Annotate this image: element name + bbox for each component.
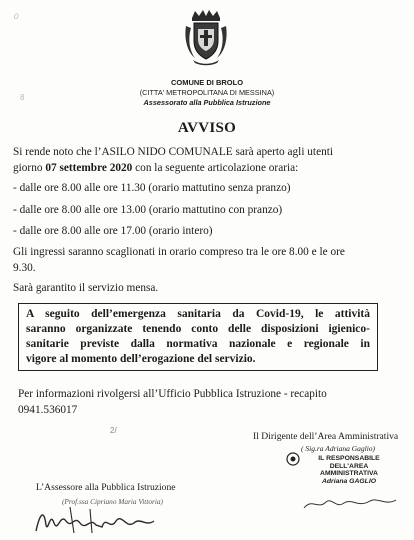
assessore-name: (Prof.ssa Cipriano Maria Vittoria) xyxy=(62,497,163,506)
notice-line-3: sanitarie previste dalla normativa nazionale e regionale in xyxy=(26,338,370,350)
dirigente-name: ( Sig.ra Adriana Gaglio) xyxy=(301,444,376,453)
covid-notice-box xyxy=(18,303,378,371)
notice-line-4: vigore al momento dell’erogazione del servizio. xyxy=(26,353,256,365)
metropolitan-city: (CITTA' METROPOLITANA DI MESSINA) xyxy=(139,88,275,97)
intro-text-end: con la seguente articolazione oraria: xyxy=(132,162,299,174)
stamp-line-4: Adriana GAGLIO xyxy=(321,477,376,485)
department-name: Assessorato alla Pubblica Istruzione xyxy=(143,98,271,107)
pencil-mark-side: 8 xyxy=(20,93,25,102)
assessore-signature xyxy=(30,503,170,535)
notice-line-2: saranno organizzate tenendo conto delle disposizioni igienico- xyxy=(26,323,370,335)
opening-date: 07 settembre 2020 xyxy=(45,162,133,174)
info-phone: 0941.536017 xyxy=(18,404,78,416)
pencil-mark-mid: 2/ xyxy=(110,426,117,435)
municipality-name: COMUNE DI BROLO xyxy=(170,78,244,87)
entrances-line-1: Gli ingressi saranno scaglionati in orario compreso tra le ore 8.00 e le ore xyxy=(13,246,345,258)
schedule-item-1: - dalle ore 8.00 alle ore 11.30 (orario mattutino senza pranzo) xyxy=(13,182,291,194)
entrances-line-2: 9.30. xyxy=(13,262,36,274)
dirigente-signature xyxy=(300,494,400,514)
intro-line-2 xyxy=(13,161,298,176)
assessore-title: L’Assessore alla Pubblica Istruzione xyxy=(36,482,176,493)
page-title: AVVISO xyxy=(177,120,237,136)
coat-of-arms-icon xyxy=(183,8,229,66)
dirigente-title: Il Dirigente dell’Area Amministrativa xyxy=(253,431,399,442)
intro-line-1: Si rende noto che l’ASILO NIDO COMUNALE sarà aperto agli utenti xyxy=(13,146,334,158)
notice-line-1: A seguito dell’emergenza sanitaria da Covid-19, le attività xyxy=(26,308,370,320)
stamp-line-1: IL RESPONSABILE xyxy=(318,455,380,462)
schedule-item-2: - dalle ore 8.00 alle ore 13.00 (orario mattutino con pranzo) xyxy=(13,204,283,216)
official-stamp xyxy=(298,455,400,485)
pencil-mark-top: 0 xyxy=(12,11,20,22)
canteen-note: Sarà garantito il servizio mensa. xyxy=(13,282,159,294)
intro-text: giorno xyxy=(13,162,46,174)
stamp-line-3: AMMINISTRATIVA xyxy=(320,470,378,477)
schedule-item-3: - dalle ore 8.00 alle ore 17.00 (orario intero) xyxy=(13,225,213,237)
info-line-1: Per informazioni rivolgersi all’Ufficio Pubblica Istruzione - recapito xyxy=(18,388,327,400)
stamp-line-2: DELL'AREA xyxy=(329,462,369,470)
